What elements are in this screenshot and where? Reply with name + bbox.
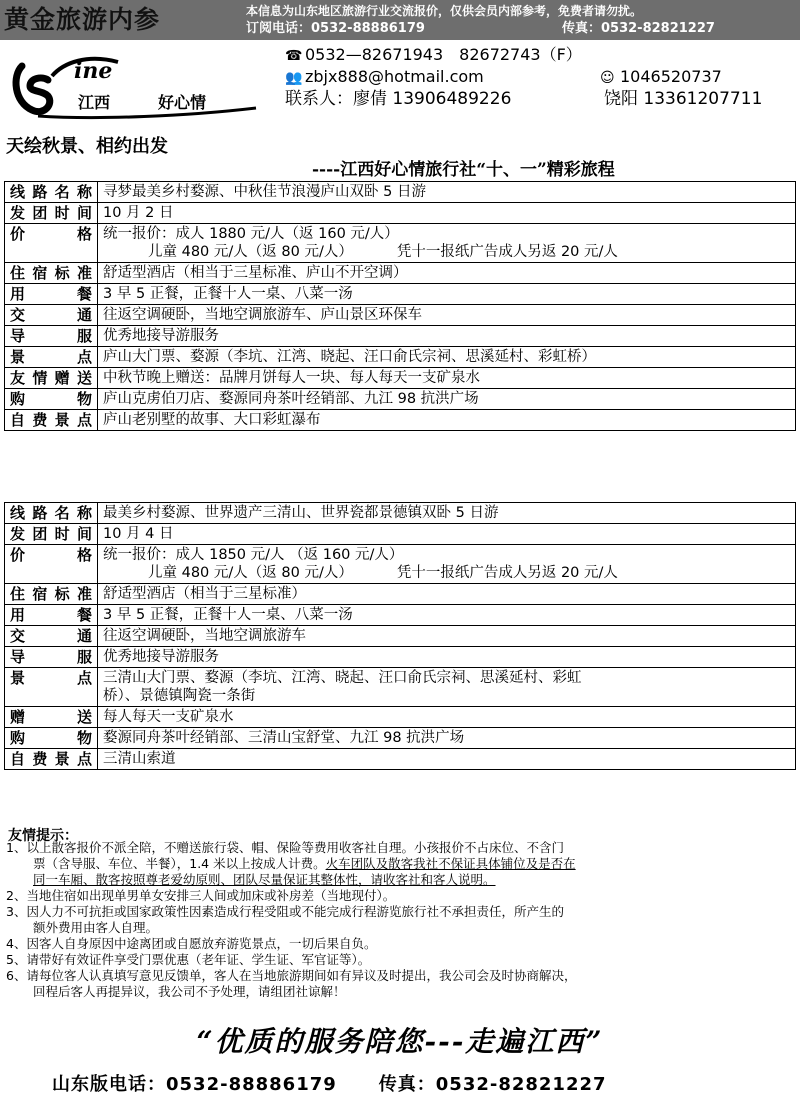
price-line-2 <box>103 243 790 261</box>
price-line-1: 统一报价：成人 1880 元/人（返 160 元/人） <box>103 226 399 242</box>
tips-list <box>6 840 794 1000</box>
guide-label: 导服 <box>5 326 98 347</box>
tip-1c-underlined: 火车团队及散客我社不保证具体铺位及是否在 <box>325 856 576 871</box>
footer-fax: 传真：0532-82821227 <box>378 1074 607 1095</box>
table-row <box>5 605 796 626</box>
svg-text:江西: 江西 <box>78 93 111 112</box>
sights-line-1: 三清山大门票、婺源（李坑、江湾、晓起、汪口俞氏宗祠、思溪延村、彩虹 <box>103 670 582 686</box>
optional-label: 自费景点 <box>5 749 98 770</box>
contact-person: 联系人：廖倩 13906489226 <box>285 89 512 109</box>
tour-table-2 <box>4 502 796 770</box>
sights-label: 景点 <box>5 668 98 707</box>
meal-label: 用餐 <box>5 605 98 626</box>
child-price: 儿童 480 元/人（返 80 元/人） <box>148 565 353 581</box>
tip-1b-text: 票（含导服、车位、半餐），1.4 米以上按成人计费。 <box>33 856 326 871</box>
price-value <box>98 545 796 584</box>
svg-text:ine: ine <box>74 58 113 84</box>
qq-line <box>600 67 722 88</box>
transport-value: 往返空调硬卧，当地空调旅游车、庐山景区环保车 <box>98 305 796 326</box>
qq-icon: ☺ <box>600 70 615 86</box>
shop-value: 庐山克虏伯刀店、婺源同舟茶叶经销部、九江 98 抗洪广场 <box>98 389 796 410</box>
table-row <box>5 524 796 545</box>
gift-value: 中秋节晚上赠送：品牌月饼每人一块、每人每天一支矿泉水 <box>98 368 796 389</box>
hotel-label: 住宿标准 <box>5 263 98 284</box>
tip-1b <box>6 856 794 872</box>
header-bar <box>0 0 800 40</box>
slogan: “优质的服务陪您---走遍江西” <box>196 1025 604 1058</box>
tip-5: 5、请带好有效证件享受门票优惠（老年证、学生证、军官证等）。 <box>6 952 371 967</box>
subheadline: ----江西好心情旅行社“十、一”精彩旅程 <box>312 160 615 180</box>
price-line-2 <box>103 564 790 582</box>
ad-rebate: 凭十一报纸广告成人另返 20 元/人 <box>396 244 618 260</box>
sights-value <box>98 668 796 707</box>
agency-logo <box>8 46 260 124</box>
guide-value: 优秀地接导游服务 <box>98 647 796 668</box>
table-row <box>5 647 796 668</box>
tip-6b: 回程后客人再提异议，我公司不予处理，请组团社谅解！ <box>33 984 346 999</box>
header-fax: 传真：0532-82821227 <box>562 21 715 36</box>
footer-phone: 山东版电话：0532-88886179 <box>52 1074 337 1095</box>
table-row <box>5 305 796 326</box>
sights-value: 庐山大门票、婺源（李坑、江湾、晓起、汪口俞氏宗祠、思溪延村、彩虹桥） <box>98 347 796 368</box>
contact-person-2: 饶阳 13361207711 <box>604 89 763 109</box>
subscribe-phone: 订阅电话：0532-88886179 <box>246 21 425 36</box>
table-row <box>5 707 796 728</box>
hotel-value: 舒适型酒店（相当于三星标准、庐山不开空调） <box>98 263 796 284</box>
qq-number: 1046520737 <box>620 67 722 86</box>
guide-label: 导服 <box>5 647 98 668</box>
date-label: 发团时间 <box>5 524 98 545</box>
date-value: 10 月 4 日 <box>98 524 796 545</box>
table-row <box>5 410 796 431</box>
date-label: 发团时间 <box>5 203 98 224</box>
table-row <box>5 203 796 224</box>
meal-value: 3 早 5 正餐，正餐十人一桌、八菜一汤 <box>98 605 796 626</box>
table-row <box>5 545 796 584</box>
tip-6a: 6、请每位客人认真填写意见反馈单，客人在当地旅游期间如有异议及时提出，我公司会及时协商解决， <box>6 968 577 983</box>
transport-label: 交通 <box>5 626 98 647</box>
tip-1d: 同一车厢、散客按照尊老爱幼原则、团队尽量保证其整体性，请收客社和客人说明。 <box>33 872 496 887</box>
transport-value: 往返空调硬卧，当地空调旅游车 <box>98 626 796 647</box>
route-value: 最美乡村婺源、世界遗产三清山、世界瓷都景德镇双卧 5 日游 <box>98 503 796 524</box>
tips-heading: 友情提示： <box>8 828 78 844</box>
tip-2: 2、当地住宿如出现单男单女安排三人间或加床或补房差（当地现付）。 <box>6 888 396 903</box>
brand-title: 黄金旅游内参 <box>4 5 161 34</box>
people-icon: 👥 <box>285 70 303 86</box>
footer-contact <box>52 1070 607 1096</box>
svg-text:好心情: 好心情 <box>158 93 207 112</box>
transport-label: 交通 <box>5 305 98 326</box>
table-row <box>5 326 796 347</box>
tip-3a: 3、因人力不可抗拒或国家政策性因素造成行程受阻或不能完成行程游览旅行社不承担责任，所产生的 <box>6 904 564 919</box>
phone-line <box>285 45 582 66</box>
route-label: 线路名称 <box>5 503 98 524</box>
optional-value: 三清山索道 <box>98 749 796 770</box>
gift-label: 友情赠送 <box>5 368 98 389</box>
table-row <box>5 749 796 770</box>
table-row <box>5 263 796 284</box>
phone-icon: ☎ <box>285 48 303 64</box>
gift-value: 每人每天一支矿泉水 <box>98 707 796 728</box>
ad-rebate: 凭十一报纸广告成人另返 20 元/人 <box>396 565 618 581</box>
tour-table-1 <box>4 181 796 431</box>
hotel-value: 舒适型酒店（相当于三星标准） <box>98 584 796 605</box>
sights-line-2: 桥）、景德镇陶瓷一条街 <box>103 688 256 704</box>
date-value: 10 月 2 日 <box>98 203 796 224</box>
table-row <box>5 626 796 647</box>
table-row <box>5 284 796 305</box>
meal-value: 3 早 5 正餐，正餐十人一桌、八菜一汤 <box>98 284 796 305</box>
route-value: 寻梦最美乡村婺源、中秋佳节浪漫庐山双卧 5 日游 <box>98 182 796 203</box>
member-notice: 本信息为山东地区旅游行业交流报价，仅供会员内部参考，免费者请勿扰。 <box>246 4 643 18</box>
table-row <box>5 389 796 410</box>
email-line <box>285 67 484 88</box>
route-label: 线路名称 <box>5 182 98 203</box>
child-price: 儿童 480 元/人（返 80 元/人） <box>148 244 353 260</box>
price-line-1: 统一报价：成人 1850 元/人 （返 160 元/人） <box>103 547 404 563</box>
table-row <box>5 347 796 368</box>
tip-4: 4、因客人自身原因中途离团或自愿放弃游览景点，一切后果自负。 <box>6 936 377 951</box>
price-label: 价格 <box>5 545 98 584</box>
shop-value: 婺源同舟茶叶经销部、三清山宝舒堂、九江 98 抗洪广场 <box>98 728 796 749</box>
optional-label: 自费景点 <box>5 410 98 431</box>
headline: 天绘秋景、相约出发 <box>6 136 168 157</box>
table-row <box>5 668 796 707</box>
subscribe-line <box>246 21 796 37</box>
price-value <box>98 224 796 263</box>
table-row <box>5 182 796 203</box>
price-label: 价格 <box>5 224 98 263</box>
table-row <box>5 728 796 749</box>
shop-label: 购物 <box>5 389 98 410</box>
tip-3b: 额外费用由客人自理。 <box>33 920 159 935</box>
tip-1a: 1、以上散客报价不派全陪，不赠送旅行袋、帽、保险等费用收客社自理。小孩报价不占床位、不含门 <box>6 840 564 855</box>
table-row <box>5 584 796 605</box>
optional-value: 庐山老别墅的故事、大口彩虹瀑布 <box>98 410 796 431</box>
email-address[interactable]: zbjx888@hotmail.com <box>305 67 484 86</box>
table-row <box>5 368 796 389</box>
phone-numbers: 0532—82671943 82672743（F） <box>305 45 582 64</box>
table-row <box>5 224 796 263</box>
shop-label: 购物 <box>5 728 98 749</box>
meal-label: 用餐 <box>5 284 98 305</box>
table-row <box>5 503 796 524</box>
hotel-label: 住宿标准 <box>5 584 98 605</box>
guide-value: 优秀地接导游服务 <box>98 326 796 347</box>
sights-label: 景点 <box>5 347 98 368</box>
gift-label: 赠送 <box>5 707 98 728</box>
